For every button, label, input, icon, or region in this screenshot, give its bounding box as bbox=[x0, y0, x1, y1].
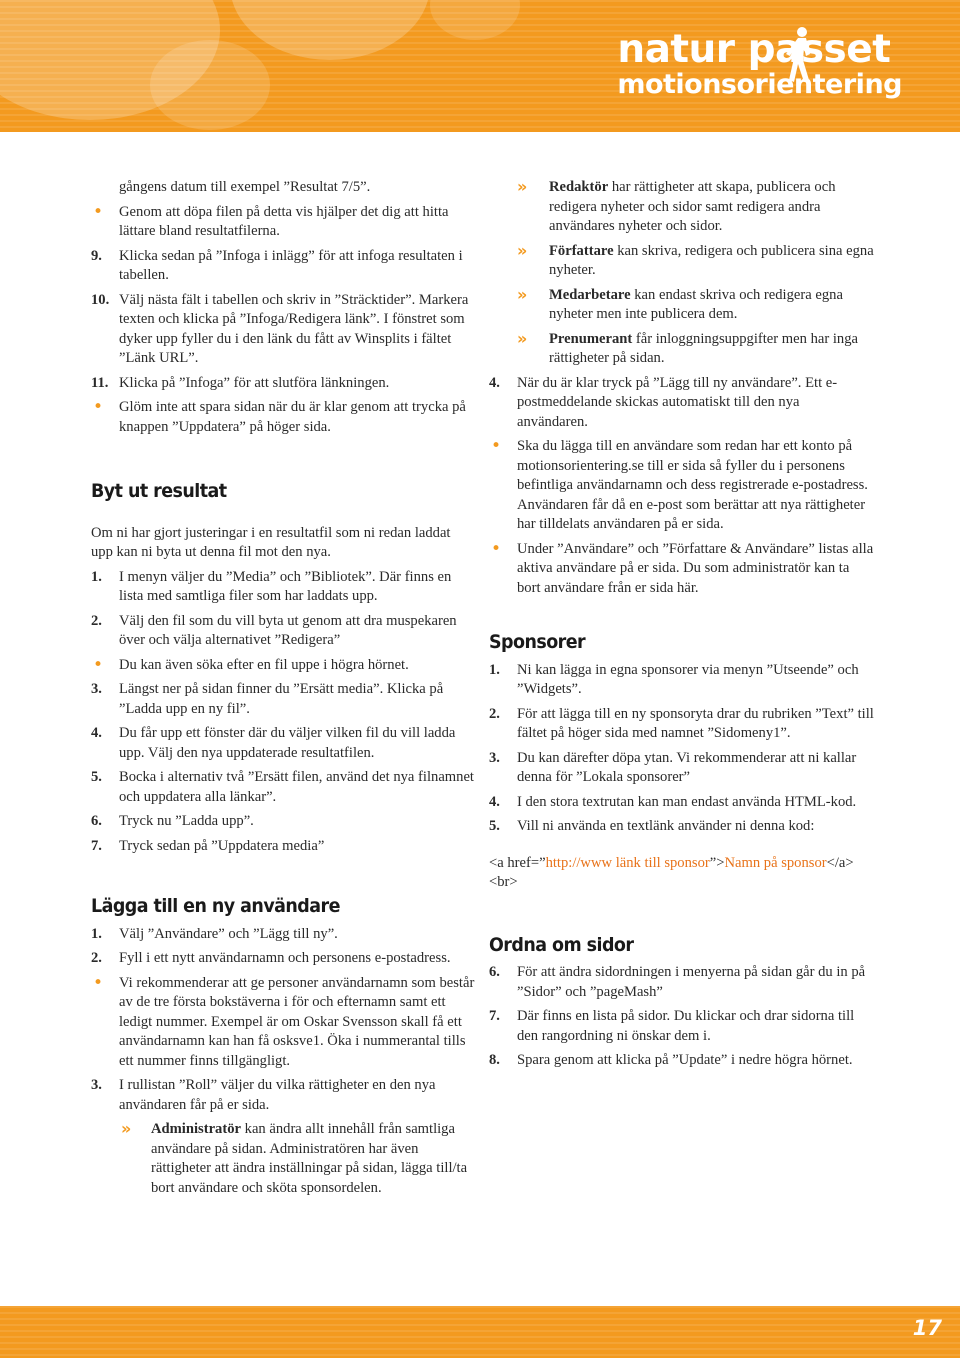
section-intro: Om ni har gjort justeringar i en resultatfil som ni redan laddat upp kan ni byta ut denna fil mot den nya. bbox=[91, 524, 451, 560]
numbered-item bbox=[489, 1007, 874, 1046]
code-part-3: </a><br> bbox=[489, 854, 854, 890]
numbered-item bbox=[91, 724, 476, 763]
bullet-dot-icon: • bbox=[491, 436, 502, 456]
bullet-dot-icon: • bbox=[491, 538, 502, 559]
item-number: 1. bbox=[91, 925, 102, 942]
role-description: kan skriva, redigera och publicera sina egna nyheter. bbox=[549, 242, 874, 278]
item-number: 4. bbox=[91, 725, 102, 741]
numbered-item bbox=[91, 291, 476, 369]
item-number: 5. bbox=[91, 769, 102, 785]
numbered-item bbox=[489, 705, 874, 744]
item-text: Tryck sedan på ”Uppdatera media” bbox=[119, 837, 325, 854]
heading-lagga-till-anvandare: Lägga till en ny användare bbox=[91, 895, 340, 917]
chevron-right-icon: » bbox=[517, 284, 528, 304]
heading-ordna-om-sidor: Ordna om sidor bbox=[489, 933, 634, 956]
code-part-1: <a href=” bbox=[489, 854, 546, 871]
bullet-item bbox=[91, 203, 476, 242]
chevron-right-icon: » bbox=[121, 1119, 132, 1138]
item-number: 2. bbox=[489, 705, 500, 722]
intro-list bbox=[91, 178, 476, 437]
item-text: Längst ner på sidan finner du ”Ersätt media”. Klicka på ”Ladda upp en ny fil”. bbox=[119, 681, 444, 717]
numbered-item bbox=[91, 612, 476, 651]
ordna-list bbox=[489, 963, 874, 1071]
numbered-item bbox=[91, 768, 476, 807]
bullet-item bbox=[91, 656, 476, 676]
left-column bbox=[91, 178, 476, 1203]
item-text: Bocka i alternativ två ”Ersätt filen, använd det nya filnamnet och uppdatera alla länkar”. bbox=[119, 769, 474, 805]
numbered-item bbox=[489, 1051, 874, 1071]
bullet-dot-icon: • bbox=[93, 397, 104, 417]
item-text: Vill ni använda en textlänk använder ni denna kod: bbox=[517, 818, 815, 834]
numbered-item bbox=[91, 374, 476, 394]
role-list-left bbox=[91, 1120, 476, 1198]
item-number: 2. bbox=[91, 950, 102, 966]
page-number: 17 bbox=[912, 1316, 942, 1340]
numbered-item bbox=[91, 680, 476, 719]
item-text: Klicka sedan på ”Infoga i inlägg” för att infoga resultaten i tabellen. bbox=[119, 247, 463, 283]
role-item bbox=[489, 286, 874, 325]
item-number: 6. bbox=[489, 964, 500, 980]
role-description: får inloggningsuppgifter men har inga rättigheter på sidan. bbox=[549, 330, 858, 366]
item-text: För att lägga till en ny sponsoryta drar du rubriken ”Text” till fältet på höger sida med namnet ”Sidomeny1”. bbox=[517, 705, 874, 741]
role-description: kan ändra allt innehåll från samtliga användare på sidan. Administratören har även rättigheter att ändra inställningar på sidan, lägga till/ta bort användare och sköta sponsordelen. bbox=[151, 1121, 468, 1196]
item-number: 1. bbox=[489, 661, 500, 678]
item-text: När du är klar tryck på ”Lägg till ny användare”. Ett e-postmeddelande skickas automatiskt till den nya användaren. bbox=[517, 374, 838, 430]
code-name: Namn på sponsor bbox=[724, 854, 827, 871]
item-number: 6. bbox=[91, 813, 102, 829]
anvandare-list bbox=[91, 925, 476, 1116]
numbered-item bbox=[91, 812, 476, 832]
bullet-item bbox=[489, 540, 874, 599]
numbered-item bbox=[91, 1076, 476, 1115]
item-text: Du kan därefter döpa ytan. Vi rekommenderar att ni kallar denna för ”Lokala sponsorer” bbox=[517, 749, 857, 785]
bullet-item bbox=[91, 974, 476, 1072]
item-number: 7. bbox=[91, 837, 102, 854]
item-text: Fyll i ett nytt användarnamn och personens e-postadress. bbox=[119, 950, 451, 966]
item-text: gångens datum till exempel ”Resultat 7/5”. bbox=[119, 179, 371, 195]
item-number: 9. bbox=[91, 247, 102, 264]
bullet-item bbox=[489, 437, 874, 535]
role-name: Medarbetare bbox=[549, 286, 631, 303]
item-number: 10. bbox=[91, 291, 110, 308]
right-column bbox=[489, 178, 874, 1076]
byt-ut-list bbox=[91, 568, 476, 857]
item-text: Ska du lägga till en användare som redan har ett konto på motionsorientering.se till er sida så fyller du i personens befintliga användarnamn och dess registrerade e-postadress. Användaren får då en e-post som berättar att nya rättigheter har tilldelats användaren på er sida. bbox=[517, 438, 868, 532]
numbered-item bbox=[489, 793, 874, 813]
numbered-item bbox=[91, 837, 476, 857]
item-number: 3. bbox=[91, 681, 102, 697]
item-text: För att ändra sidordningen i menyerna på sidan går du in på ”Sidor” och ”pageMash” bbox=[517, 964, 866, 1000]
numbered-item bbox=[91, 247, 476, 286]
logo-line-2: motionsorientering bbox=[617, 69, 902, 100]
item-text: Tryck nu ”Ladda upp”. bbox=[119, 813, 254, 829]
item-number: 11. bbox=[91, 374, 109, 391]
item-number: 3. bbox=[91, 1077, 102, 1093]
item-number: 7. bbox=[489, 1008, 500, 1024]
item-text: Där finns en lista på sidor. Du klickar och drar sidorna till den rangordning ni önskar dem i. bbox=[517, 1008, 855, 1044]
heading-sponsorer: Sponsorer bbox=[489, 631, 586, 653]
header-curve bbox=[0, 0, 960, 180]
role-name: Författare bbox=[549, 242, 614, 259]
item-text: Glöm inte att spara sidan när du är klar genom att trycka på knappen ”Uppdatera” på höger sida. bbox=[119, 399, 466, 435]
numbered-item bbox=[489, 374, 874, 433]
role-list-right bbox=[489, 178, 874, 369]
footer-band bbox=[0, 1306, 960, 1358]
item-text: Klicka på ”Infoga” för att slutföra länkningen. bbox=[119, 374, 390, 391]
role-description: kan endast skriva och redigera egna nyheter men inte publicera dem. bbox=[549, 286, 843, 322]
item-text: Vi rekommenderar att ge personer användarnamn som består av de tre första bokstäverna i för och efternamn samt ett ledigt nummer. Exempel är om Oskar Svensson skall få ett användarnamn kan han få osksve1. Öka i nummerantal tills ett nummer finns tillgängligt. bbox=[119, 974, 475, 1069]
sponsor-list bbox=[489, 661, 874, 837]
text-item bbox=[91, 178, 476, 198]
role-item bbox=[489, 242, 874, 281]
numbered-item bbox=[489, 817, 874, 837]
item-text: I rullistan ”Roll” väljer du vilka rättigheter en den nya användaren får på er sida. bbox=[119, 1077, 436, 1113]
numbered-item bbox=[91, 949, 476, 969]
bullet-dot-icon: • bbox=[93, 201, 104, 222]
numbered-item bbox=[91, 925, 476, 945]
item-number: 8. bbox=[489, 1052, 500, 1068]
role-description: har rättigheter att skapa, publicera och redigera nyheter och sidor samt redigera andra användares nyheter och sidor. bbox=[549, 179, 836, 234]
item-text: I menyn väljer du ”Media” och ”Bibliotek”. Där finns en lista med samtliga filer som har laddats upp. bbox=[119, 568, 452, 604]
item-text: Spara genom att klicka på ”Update” i nedre högra hörnet. bbox=[517, 1052, 853, 1068]
chevron-right-icon: » bbox=[517, 328, 528, 348]
item-number: 1. bbox=[91, 568, 102, 585]
item-number: 2. bbox=[91, 612, 102, 629]
item-text: Välj nästa fält i tabellen och skriv in ”Sträcktider”. Markera texten och klicka på ”Infoga/Redigera länk”. I fönstret som dyker upp fyller du i den länk du fått av Winsplits i fältet ”Länk URL”. bbox=[119, 291, 469, 366]
code-part-2: ”> bbox=[709, 854, 725, 871]
role-name: Administratör bbox=[151, 1121, 241, 1137]
heading-byt-ut-resultat: Byt ut resultat bbox=[91, 480, 227, 502]
item-text: Välj den fil som du vill byta ut genom att dra muspekaren över och välja alternativet ”Redigera” bbox=[119, 612, 457, 648]
item-text: Under ”Användare” och ”Författare & Användare” listas alla aktiva användare på er sida. Du som administratör kan ta bort användare från er sida här. bbox=[517, 540, 874, 596]
item-text: Du kan även söka efter en fil uppe i högra hörnet. bbox=[119, 656, 409, 673]
item-number: 3. bbox=[489, 749, 500, 766]
item-text: Ni kan lägga in egna sponsorer via menyn ”Utseende” och ”Widgets”. bbox=[517, 661, 859, 697]
item-text: Du får upp ett fönster där du väljer vilken fil du vill ladda upp. Välj den nya uppdaterade resultatfilen. bbox=[119, 725, 456, 761]
code-url: http://www länk till sponsor bbox=[545, 854, 710, 871]
bullet-item bbox=[91, 398, 476, 437]
item-number: 4. bbox=[489, 374, 500, 391]
item-text: Välj ”Användare” och ”Lägg till ny”. bbox=[119, 925, 338, 942]
anvandare-list-cont bbox=[489, 374, 874, 599]
numbered-item bbox=[91, 568, 476, 607]
item-number: 4. bbox=[489, 793, 500, 810]
numbered-item bbox=[489, 661, 874, 700]
code-snippet bbox=[489, 854, 874, 893]
bullet-dot-icon: • bbox=[93, 972, 104, 993]
chevron-right-icon: » bbox=[517, 177, 528, 196]
role-item bbox=[489, 178, 874, 237]
numbered-item bbox=[489, 963, 874, 1002]
bullet-dot-icon: • bbox=[93, 654, 104, 675]
chevron-right-icon: » bbox=[517, 240, 528, 260]
role-name: Redaktör bbox=[549, 179, 609, 195]
role-item bbox=[91, 1120, 476, 1198]
role-item bbox=[489, 330, 874, 369]
item-number: 5. bbox=[489, 818, 500, 834]
role-name: Prenumerant bbox=[549, 330, 633, 347]
numbered-item bbox=[489, 749, 874, 788]
logo-line-1: natur passet bbox=[617, 27, 891, 72]
item-text: I den stora textrutan kan man endast använda HTML-kod. bbox=[517, 793, 857, 810]
item-text: Genom att döpa filen på detta vis hjälper det dig att hitta lättare bland resultatfilerna. bbox=[119, 203, 449, 239]
